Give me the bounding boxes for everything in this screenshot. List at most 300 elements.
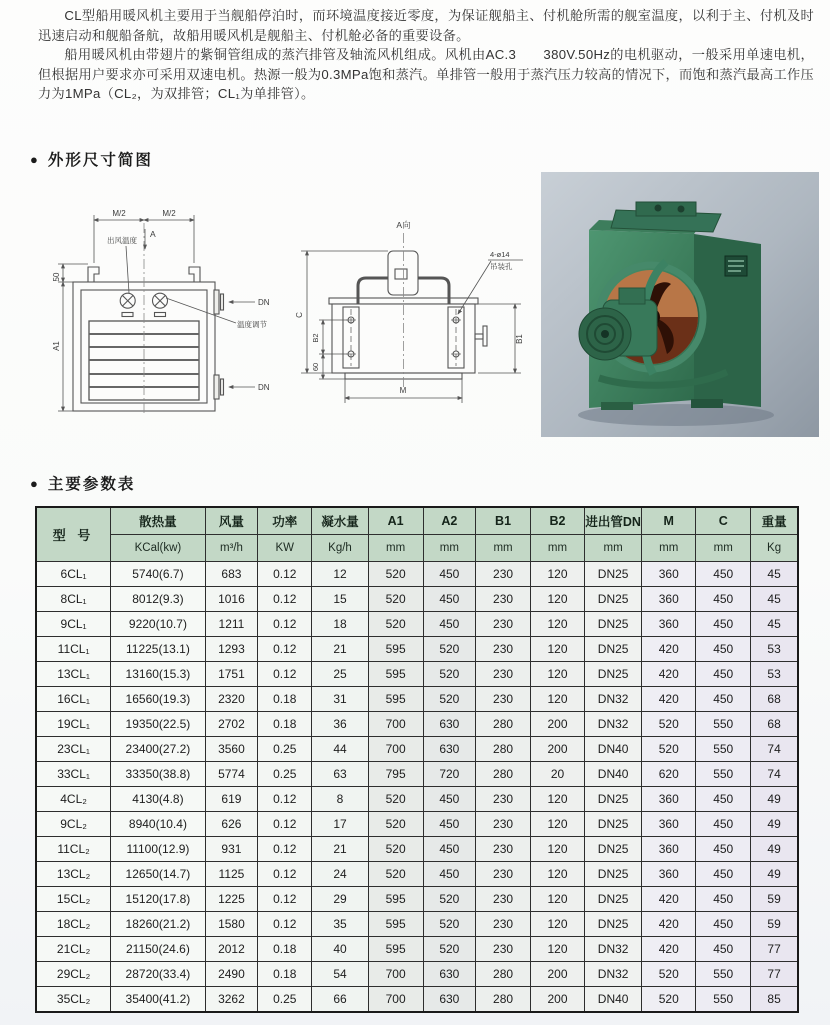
table-body [36,562,798,1013]
dn-bottom-label: DN [258,383,270,392]
value-cell: 2012 [205,937,258,962]
value-cell: 120 [530,637,584,662]
value-cell: 3262 [205,987,258,1013]
bullet-icon: ● [30,151,38,167]
value-cell: 1580 [205,912,258,937]
value-cell: 33350(38.8) [111,762,205,787]
column-header-2: 风量 [205,507,258,535]
model-cell: 13CL₂ [36,862,111,887]
value-cell: 520 [423,912,476,937]
value-cell: DN32 [585,937,642,962]
dim-b1-label: B1 [515,334,524,344]
value-cell: 0.12 [258,587,312,612]
value-cell: 630 [423,712,476,737]
column-header-4: 凝水量 [312,507,368,535]
value-cell: 35 [312,912,368,937]
value-cell: DN25 [585,662,642,687]
column-unit-10: mm [642,535,696,562]
table-row [36,612,798,637]
value-cell: 520 [423,887,476,912]
value-cell: 520 [368,612,423,637]
value-cell: 450 [696,562,751,587]
model-cell: 11CL₂ [36,837,111,862]
section-a-label: A [150,229,156,239]
value-cell: DN25 [585,912,642,937]
parameters-table-wrap [35,506,799,1013]
value-cell: 360 [642,787,696,812]
value-cell: 66 [312,987,368,1013]
value-cell: 683 [205,562,258,587]
table-row [36,762,798,787]
value-cell: 360 [642,812,696,837]
bottom-pipe-flange [214,375,219,399]
value-cell: 450 [696,662,751,687]
value-cell: 520 [368,862,423,887]
value-cell: 1751 [205,662,258,687]
model-cell: 19CL₁ [36,712,111,737]
table-header-row-names [36,507,798,535]
value-cell: 520 [642,712,696,737]
intro-text [38,6,814,104]
column-header-9: 进出管DN [585,507,642,535]
value-cell: 20 [530,762,584,787]
value-cell: DN32 [585,712,642,737]
value-cell: 550 [696,737,751,762]
value-cell: DN25 [585,862,642,887]
value-cell: 230 [476,787,531,812]
value-cell: 520 [368,837,423,862]
table-row [36,812,798,837]
value-cell: 520 [368,787,423,812]
value-cell: 13160(15.3) [111,662,205,687]
intro-paragraph-1: CL型船用暖风机主要用于当舰船停泊时，而环境温度接近零度，为保证舰船主、付机舱所需的舰室温度，以利于主、付机及时迅速启动和舰船备航，故船用暖风机是舰船主、付机舱必备的重要设备。 [38,8,814,43]
value-cell: 450 [423,587,476,612]
intro-paragraph-2: 船用暖风机由带翅片的紫铜管组成的蒸汽排管及轴流风机组成。风机由AC.3 380V.50Hz的电机驱动，一般采用单速电机，但根据用户要求亦可采用双速电机。热源一般为0.3MPa饱和蒸汽。单排管一般用于蒸汽压力较高的情况下，而饱和蒸汽最高工作压力为1MPa（CL₂，为双排管；CL₁为单排管）。 [38,47,814,101]
value-cell: 360 [642,562,696,587]
value-cell: 280 [476,712,531,737]
value-cell: 77 [751,937,798,962]
value-cell: 21 [312,837,368,862]
value-cell: 230 [476,837,531,862]
value-cell: 68 [751,712,798,737]
value-cell: 24 [312,862,368,887]
holes-label-1: 4-ø14 [490,250,510,259]
model-cell: 35CL₂ [36,987,111,1013]
model-cell: 16CL₁ [36,687,111,712]
table-row [36,637,798,662]
column-header-8: B2 [530,507,584,535]
product-photo [541,172,819,437]
value-cell: 0.25 [258,737,312,762]
value-cell: 53 [751,662,798,687]
value-cell: 68 [751,687,798,712]
value-cell: 40 [312,937,368,962]
value-cell: 35400(41.2) [111,987,205,1013]
value-cell: 450 [423,787,476,812]
column-header-7: B1 [476,507,531,535]
top-pedestal [388,251,418,295]
value-cell: 120 [530,587,584,612]
value-cell: 0.12 [258,787,312,812]
value-cell: 0.25 [258,762,312,787]
value-cell: 450 [423,612,476,637]
value-cell: 360 [642,862,696,887]
column-header-3: 功率 [258,507,312,535]
parameters-table [35,506,799,1013]
value-cell: 595 [368,687,423,712]
value-cell: 230 [476,862,531,887]
value-cell: 200 [530,962,584,987]
column-header-10: M [642,507,696,535]
table-row [36,837,798,862]
value-cell: 5774 [205,762,258,787]
value-cell: 25 [312,662,368,687]
value-cell: 0.12 [258,912,312,937]
model-cell: 29CL₂ [36,962,111,987]
value-cell: 0.18 [258,962,312,987]
value-cell: DN25 [585,787,642,812]
value-cell: 1293 [205,637,258,662]
value-cell: 230 [476,612,531,637]
value-cell: 12650(14.7) [111,862,205,887]
value-cell: DN32 [585,962,642,987]
value-cell: 0.12 [258,562,312,587]
value-cell: 77 [751,962,798,987]
value-cell: 450 [696,637,751,662]
column-header-5: A1 [368,507,423,535]
value-cell: 5740(6.7) [111,562,205,587]
value-cell: 620 [642,762,696,787]
table-header-row-units [36,535,798,562]
column-unit-1: KCal(kw) [111,535,205,562]
value-cell: 49 [751,812,798,837]
value-cell: 0.18 [258,687,312,712]
holes-label-2: 吊装孔 [490,262,513,271]
table-row [36,712,798,737]
right-duct-tab [189,267,200,282]
value-cell: 21 [312,637,368,662]
value-cell: 120 [530,787,584,812]
value-cell: 17 [312,812,368,837]
dim-m2-left: M/2 [112,209,126,218]
dim-a1-label: A1 [52,341,61,351]
value-cell: 520 [642,737,696,762]
column-unit-5: mm [368,535,423,562]
column-header-model: 型 号 [36,507,111,562]
value-cell: 3560 [205,737,258,762]
column-header-12: 重量 [751,507,798,535]
outlet-temp-label: 出风温度 [107,236,137,245]
value-cell: 19350(22.5) [111,712,205,737]
table-row [36,862,798,887]
value-cell: 29 [312,887,368,912]
dim-m-label: M [399,386,407,395]
value-cell: 230 [476,687,531,712]
model-cell: 9CL₂ [36,812,111,837]
column-header-1: 散热量 [111,507,205,535]
value-cell: 280 [476,987,531,1013]
value-cell: 595 [368,912,423,937]
value-cell: 63 [312,762,368,787]
value-cell: 550 [696,962,751,987]
value-cell: 230 [476,937,531,962]
value-cell: 49 [751,862,798,887]
value-cell: 0.18 [258,712,312,737]
value-cell: 0.12 [258,837,312,862]
value-cell: 450 [696,887,751,912]
side-view-drawing [295,193,540,428]
value-cell: DN25 [585,837,642,862]
value-cell: 520 [423,662,476,687]
model-cell: 13CL₁ [36,662,111,687]
value-cell: DN25 [585,637,642,662]
table-row [36,887,798,912]
value-cell: 120 [530,937,584,962]
value-cell: 520 [423,687,476,712]
value-cell: 450 [696,587,751,612]
value-cell: 2320 [205,687,258,712]
table-row [36,662,798,687]
value-cell: 36 [312,712,368,737]
table-row [36,937,798,962]
value-cell: 360 [642,587,696,612]
foot [691,399,723,408]
column-unit-9: mm [585,535,642,562]
front-view-drawing [42,193,297,428]
value-cell: 31 [312,687,368,712]
value-cell: 520 [423,637,476,662]
value-cell: 420 [642,887,696,912]
value-cell: 59 [751,887,798,912]
value-cell: 520 [642,987,696,1013]
value-cell: 1211 [205,612,258,637]
value-cell: 700 [368,737,423,762]
value-cell: 595 [368,937,423,962]
value-cell: 280 [476,762,531,787]
value-cell: 45 [751,612,798,637]
value-cell: 230 [476,662,531,687]
top-bolt [678,206,685,213]
value-cell: 595 [368,662,423,687]
column-unit-6: mm [423,535,476,562]
value-cell: 120 [530,662,584,687]
model-cell: 11CL₁ [36,637,111,662]
value-cell: 120 [530,837,584,862]
column-unit-2: m³/h [205,535,258,562]
value-cell: 1125 [205,862,258,887]
value-cell: 450 [423,812,476,837]
value-cell: 44 [312,737,368,762]
value-cell: 120 [530,612,584,637]
section-title-text: 外形尺寸简图 [47,152,153,169]
value-cell: 8 [312,787,368,812]
foot [601,402,633,410]
value-cell: 550 [696,712,751,737]
model-cell: 4CL₂ [36,787,111,812]
value-cell: 28720(33.4) [111,962,205,987]
value-cell: 0.12 [258,662,312,687]
temp-adjust-label: 温度调节 [237,320,267,329]
value-cell: 450 [696,787,751,812]
value-cell: 8012(9.3) [111,587,205,612]
value-cell: 230 [476,887,531,912]
value-cell: 74 [751,762,798,787]
value-cell: DN40 [585,762,642,787]
value-cell: 0.12 [258,637,312,662]
value-cell: 120 [530,812,584,837]
value-cell: 280 [476,962,531,987]
value-cell: 120 [530,862,584,887]
value-cell: 626 [205,812,258,837]
value-cell: 700 [368,962,423,987]
value-cell: 520 [642,962,696,987]
value-cell: 230 [476,587,531,612]
value-cell: 280 [476,737,531,762]
value-cell: 49 [751,787,798,812]
value-cell: DN25 [585,612,642,637]
value-cell: 120 [530,887,584,912]
top-pipe-flange [214,290,219,314]
value-cell: 200 [530,712,584,737]
value-cell: 360 [642,612,696,637]
value-cell: 450 [696,612,751,637]
table-row [36,737,798,762]
value-cell: 8940(10.4) [111,812,205,837]
column-unit-4: Kg/h [312,535,368,562]
value-cell: 4130(4.8) [111,787,205,812]
bullet-icon: ● [30,475,38,491]
section-title-text: 主要参数表 [47,476,136,493]
top-bolt [655,205,662,212]
value-cell: 59 [751,912,798,937]
value-cell: 520 [368,562,423,587]
model-cell: 23CL₁ [36,737,111,762]
model-cell: 33CL₁ [36,762,111,787]
value-cell: 15 [312,587,368,612]
value-cell: 18260(21.2) [111,912,205,937]
value-cell: 21150(24.6) [111,937,205,962]
value-cell: 360 [642,837,696,862]
value-cell: 931 [205,837,258,862]
value-cell: 74 [751,737,798,762]
section-title-dimensions [30,148,153,170]
left-duct-tab [88,267,99,282]
table-row [36,787,798,812]
value-cell: 12 [312,562,368,587]
value-cell: 720 [423,762,476,787]
table-row [36,912,798,937]
column-header-6: A2 [423,507,476,535]
value-cell: 11225(13.1) [111,637,205,662]
value-cell: 200 [530,987,584,1013]
value-cell: 200 [530,737,584,762]
model-cell: 15CL₂ [36,887,111,912]
column-unit-8: mm [530,535,584,562]
value-cell: DN25 [585,887,642,912]
value-cell: 18 [312,612,368,637]
model-cell: 21CL₂ [36,937,111,962]
column-header-11: C [696,507,751,535]
value-cell: 9220(10.7) [111,612,205,637]
value-cell: 520 [368,812,423,837]
value-cell: 420 [642,937,696,962]
value-cell: 0.12 [258,812,312,837]
value-cell: 1016 [205,587,258,612]
value-cell: DN25 [585,562,642,587]
value-cell: 230 [476,562,531,587]
value-cell: 520 [368,587,423,612]
dim-50-label: 50 [52,272,61,282]
value-cell: 0.25 [258,987,312,1013]
value-cell: 795 [368,762,423,787]
value-cell: 420 [642,637,696,662]
table-header [36,507,798,562]
value-cell: 550 [696,987,751,1013]
value-cell: 11100(12.9) [111,837,205,862]
value-cell: 595 [368,637,423,662]
table-row [36,962,798,987]
name-plate [725,256,747,276]
model-cell: 9CL₁ [36,612,111,637]
dn-top-label: DN [258,298,270,307]
value-cell: 550 [696,762,751,787]
value-cell: 450 [423,837,476,862]
column-unit-11: mm [696,535,751,562]
value-cell: 450 [696,837,751,862]
value-cell: 1225 [205,887,258,912]
column-unit-7: mm [476,535,531,562]
value-cell: 120 [530,687,584,712]
value-cell: 45 [751,562,798,587]
value-cell: DN40 [585,737,642,762]
model-cell: 18CL₂ [36,912,111,937]
value-cell: 0.12 [258,862,312,887]
value-cell: 420 [642,662,696,687]
model-cell: 8CL₁ [36,587,111,612]
value-cell: 0.12 [258,887,312,912]
value-cell: 53 [751,637,798,662]
value-cell: 630 [423,737,476,762]
dim-m2-right: M/2 [162,209,176,218]
value-cell: 0.12 [258,612,312,637]
value-cell: 120 [530,912,584,937]
model-cell: 6CL₁ [36,562,111,587]
value-cell: 595 [368,887,423,912]
table-row [36,562,798,587]
table-row [36,987,798,1013]
value-cell: 450 [423,562,476,587]
value-cell: 16560(19.3) [111,687,205,712]
column-unit-3: KW [258,535,312,562]
table-row [36,687,798,712]
value-cell: 630 [423,962,476,987]
value-cell: 230 [476,637,531,662]
value-cell: 450 [423,862,476,887]
value-cell: 0.18 [258,937,312,962]
value-cell: 700 [368,987,423,1013]
table-row [36,587,798,612]
dim-c-label: C [295,312,304,318]
value-cell: 450 [696,812,751,837]
value-cell: 49 [751,837,798,862]
value-cell: 15120(17.8) [111,887,205,912]
value-cell: DN25 [585,587,642,612]
value-cell: DN25 [585,812,642,837]
value-cell: 120 [530,562,584,587]
value-cell: 420 [642,687,696,712]
value-cell: 54 [312,962,368,987]
value-cell: 23400(27.2) [111,737,205,762]
